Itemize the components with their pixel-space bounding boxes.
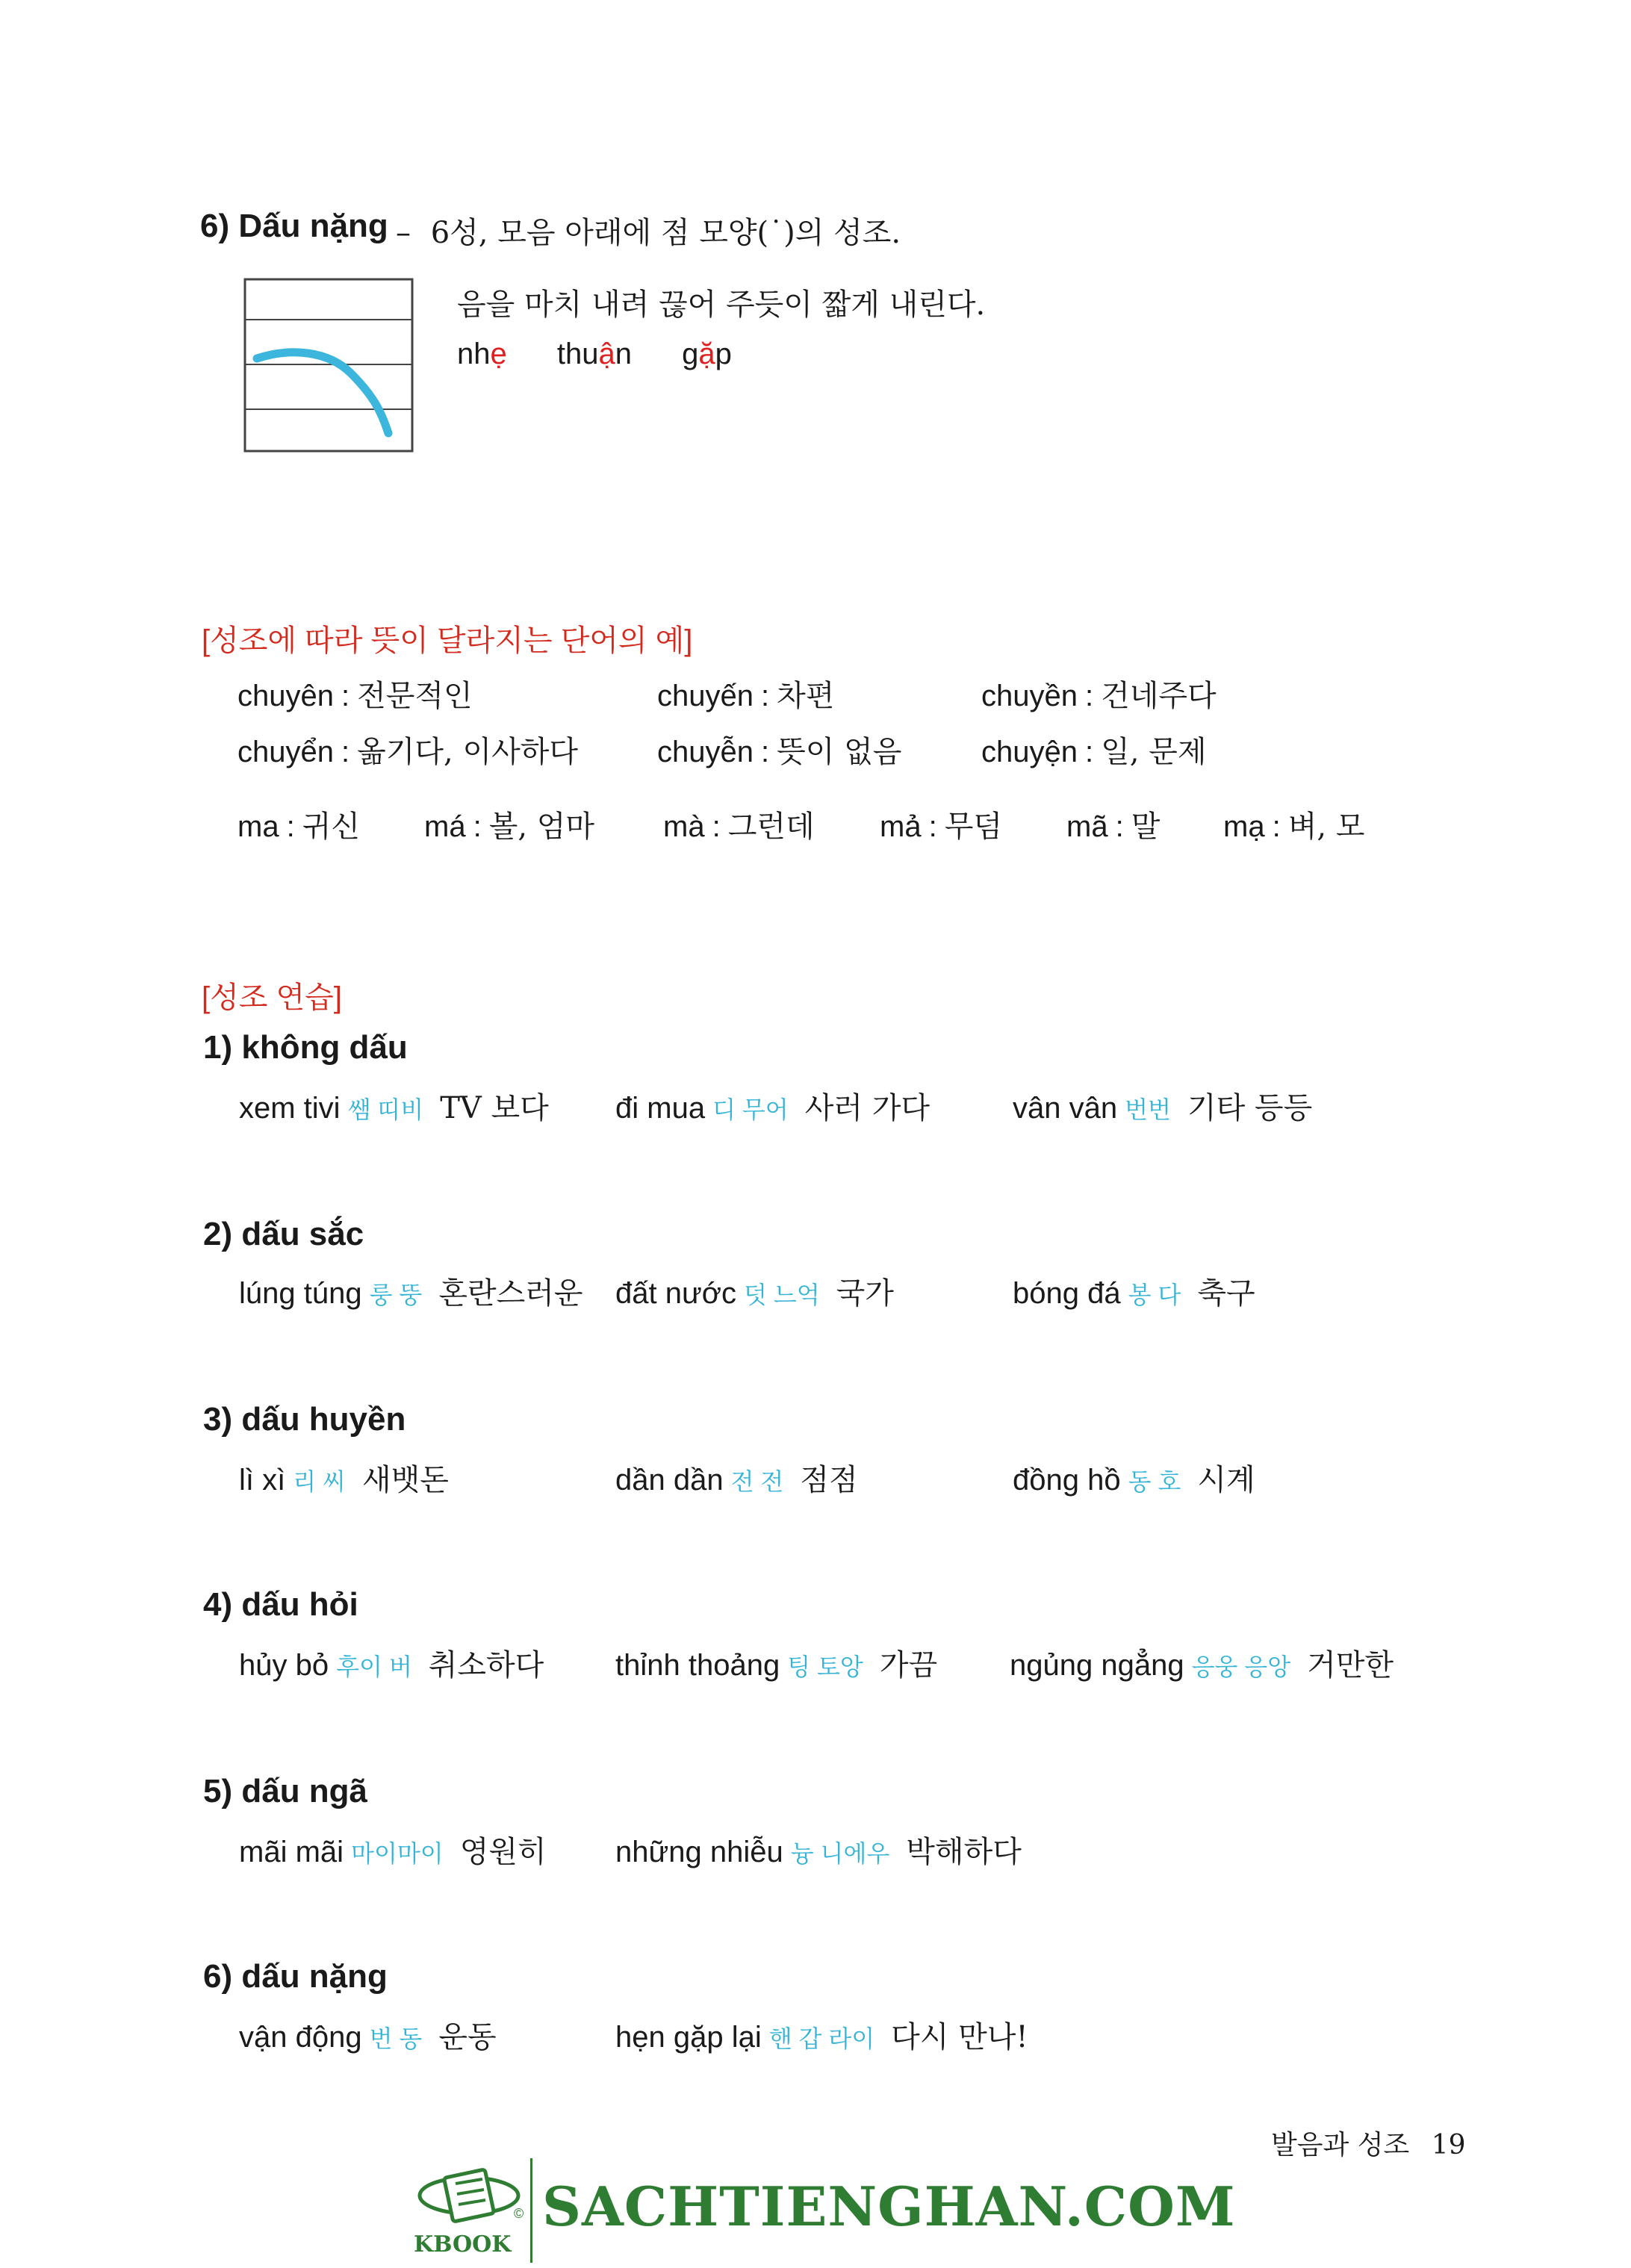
- practice-group-title: 3) dấu huyền: [203, 1401, 406, 1438]
- tone-name: Dấu nặng: [238, 208, 388, 244]
- tone-explanation: 음을 마치 내려 끊어 주듯이 짧게 내린다.: [457, 288, 986, 322]
- tone-diagram: [239, 276, 418, 456]
- kbook-logo: [409, 2152, 529, 2264]
- meaning-item: chuyễn : 뜻이 없음: [657, 735, 902, 769]
- practice-item: dần dần 전 전 점점: [615, 1463, 858, 1497]
- meaning-item: chuyển : 옮기다, 이사하다: [237, 735, 579, 769]
- site-brand: SACHTIENGHAN.COM: [542, 2175, 1236, 2238]
- meaning-item: chuyền : 건네주다: [981, 679, 1217, 713]
- tone-example: nhẹ: [457, 338, 507, 370]
- tone-example: thuận: [556, 338, 632, 370]
- practice-item: vân vân 번번 기타 등등: [1013, 1091, 1313, 1125]
- tone-dash: –: [396, 216, 411, 250]
- practice-item: lì xì 리 씨 새뱃돈: [239, 1463, 449, 1497]
- copyright-mark: ©: [514, 2206, 524, 2221]
- practice-group-title: 4) dấu hỏi: [203, 1586, 358, 1623]
- practice-group-title: 6) dấu nặng: [203, 1958, 388, 1995]
- meaning-item: mà : 그런데: [663, 810, 815, 844]
- meaning-item: ma : 귀신: [237, 810, 360, 844]
- practice-item: đồng hồ 동 호 시계: [1013, 1463, 1255, 1497]
- practice-item: vận động 번 동 운동: [239, 2020, 497, 2054]
- practice-item: đi mua 디 무어 사러 가다: [615, 1091, 930, 1125]
- meaning-item: má : 볼, 엄마: [424, 810, 595, 844]
- practice-item: hẹn gặp lại 핸 갑 라이 다시 만나!: [615, 2020, 1028, 2054]
- page-footer: [1271, 2124, 1466, 2162]
- practice-item: bóng đá 봉 다 축구: [1013, 1276, 1255, 1311]
- meaning-item: mả : 무덤: [880, 810, 1002, 844]
- tone-example: gặp: [682, 338, 732, 370]
- practice-group-title: 1) không dấu: [203, 1029, 408, 1066]
- practice-item: ngủng ngẳng 응웅 응앙 거만한: [1010, 1648, 1394, 1683]
- meaning-item: mạ : 벼, 모: [1223, 810, 1365, 844]
- practice-item: đất nước 덧 느억 국가: [615, 1276, 894, 1311]
- page-number: 19: [1431, 2130, 1466, 2160]
- tone-examples: [457, 338, 732, 371]
- meaning-item: mã : 말: [1066, 810, 1161, 844]
- meaning-item: chuyến : 차편: [657, 679, 835, 713]
- chapter-label: 발음과 성조: [1271, 2130, 1410, 2160]
- practice-item: thỉnh thoảng 팅 토앙 가끔: [615, 1648, 938, 1683]
- practice-group-title: 5) dấu ngã: [203, 1773, 368, 1809]
- practice-group-title: 2) dấu sắc: [203, 1216, 364, 1252]
- tone-desc-text: 6성, 모음 아래에 점 모양(˙)의 성조.: [430, 216, 901, 250]
- tone-description: [396, 209, 901, 252]
- practice-section-title: [성조 연습]: [202, 981, 342, 1014]
- footer-divider: [530, 2158, 532, 2263]
- practice-item: hủy bỏ 후이 버 취소하다: [239, 1648, 544, 1683]
- practice-item: những nhiễu 늉 니에우 박해하다: [615, 1835, 1022, 1869]
- tone-number: 6): [200, 208, 230, 244]
- practice-item: mãi mãi 마이마이 영원히: [239, 1835, 547, 1869]
- meaning-item: chuyện : 일, 문제: [981, 735, 1207, 769]
- practice-item: xem tivi 쌤 띠비 TV 보다: [239, 1091, 549, 1125]
- meaning-item: chuyên : 전문적인: [237, 679, 473, 713]
- practice-item: lúng túng 룽 뚱 혼란스러운: [239, 1276, 583, 1311]
- logo-text: KBOOK: [414, 2231, 512, 2258]
- tone-heading: [200, 208, 388, 245]
- meaning-section-title: [성조에 따라 뜻이 달라지는 단어의 예]: [202, 624, 693, 657]
